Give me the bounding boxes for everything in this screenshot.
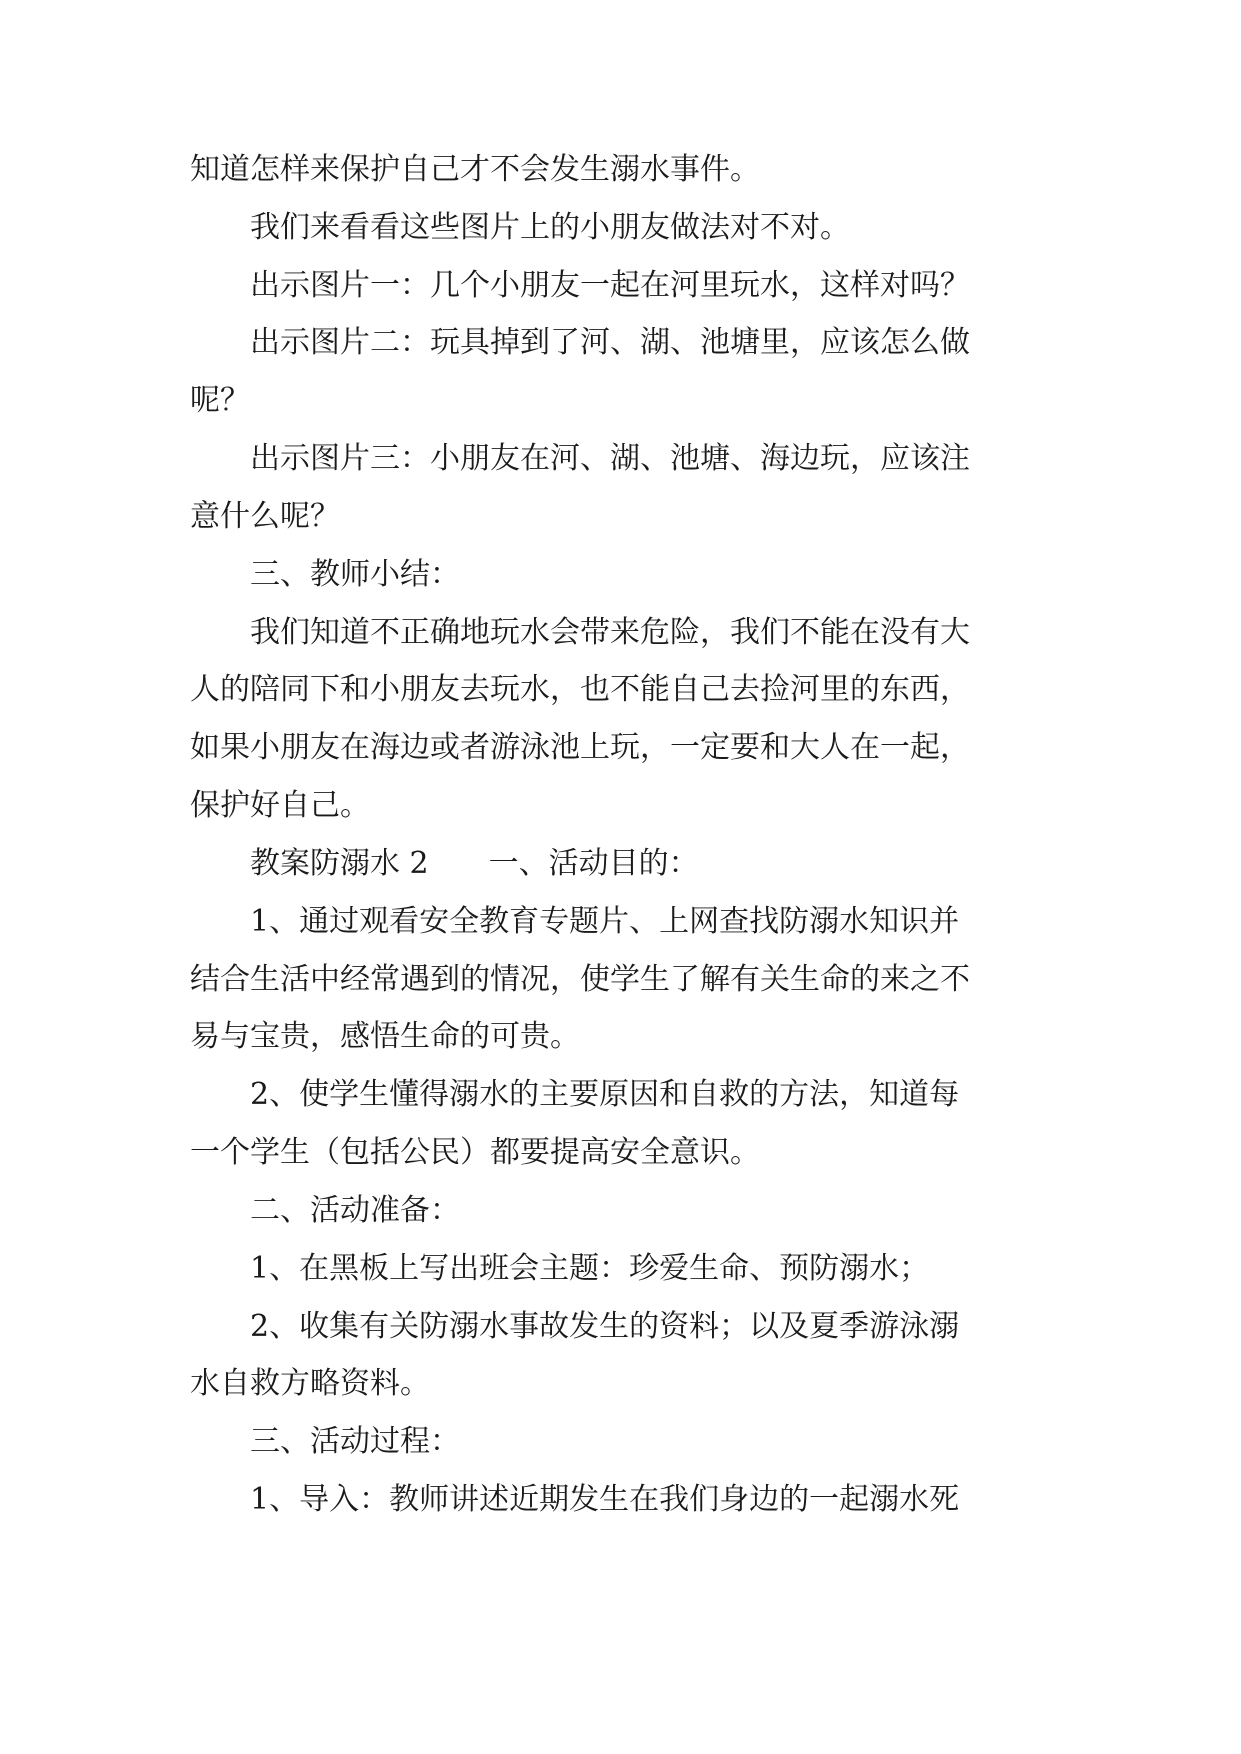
section-heading: 二、活动准备： [250,1193,460,1228]
text-line: 出示图片一：几个小朋友一起在河里玩水，这样对吗？ [250,268,970,303]
section-heading: 三、活动过程： [250,1424,460,1459]
text-line: 呢？ [190,383,250,418]
text-line: 2、收集有关防溺水事故发生的资料；以及夏季游泳溺 [250,1309,960,1344]
text-line: 意什么呢？ [190,499,340,534]
text-line: 水自救方略资料。 [190,1366,430,1401]
text-line: 结合生活中经常遇到的情况，使学生了解有关生命的来之不 [190,962,970,997]
text-line: 易与宝贵，感悟生命的可贵。 [190,1019,580,1054]
text-line: 如果小朋友在海边或者游泳池上玩，一定要和大人在一起， [190,730,970,765]
text-line: 1、导入：教师讲述近期发生在我们身边的一起溺水死 [250,1482,960,1517]
text-line: 我们来看看这些图片上的小朋友做法对不对。 [250,210,850,245]
section-heading: 三、教师小结： [250,557,460,592]
text-line: 知道怎样来保护自己才不会发生溺水事件。 [190,152,760,187]
text-line: 出示图片三：小朋友在河、湖、池塘、海边玩，应该注 [250,441,970,476]
text-line: 出示图片二：玩具掉到了河、湖、池塘里，应该怎么做 [250,325,970,360]
text-line: 保护好自己。 [190,788,370,823]
text-line: 人的陪同下和小朋友去玩水，也不能自己去捡河里的东西， [190,672,970,707]
text-line: 我们知道不正确地玩水会带来危险，我们不能在没有大 [250,615,970,650]
text-line: 1、在黑板上写出班会主题：珍爱生命、预防溺水； [250,1251,930,1286]
text-line: 1、通过观看安全教育专题片、上网查找防溺水知识并 [250,904,960,939]
text-line: 一个学生（包括公民）都要提高安全意识。 [190,1135,760,1170]
section-heading: 教案防溺水 2 一、活动目的： [250,846,699,881]
text-line: 2、使学生懂得溺水的主要原因和自救的方法，知道每 [250,1077,960,1112]
